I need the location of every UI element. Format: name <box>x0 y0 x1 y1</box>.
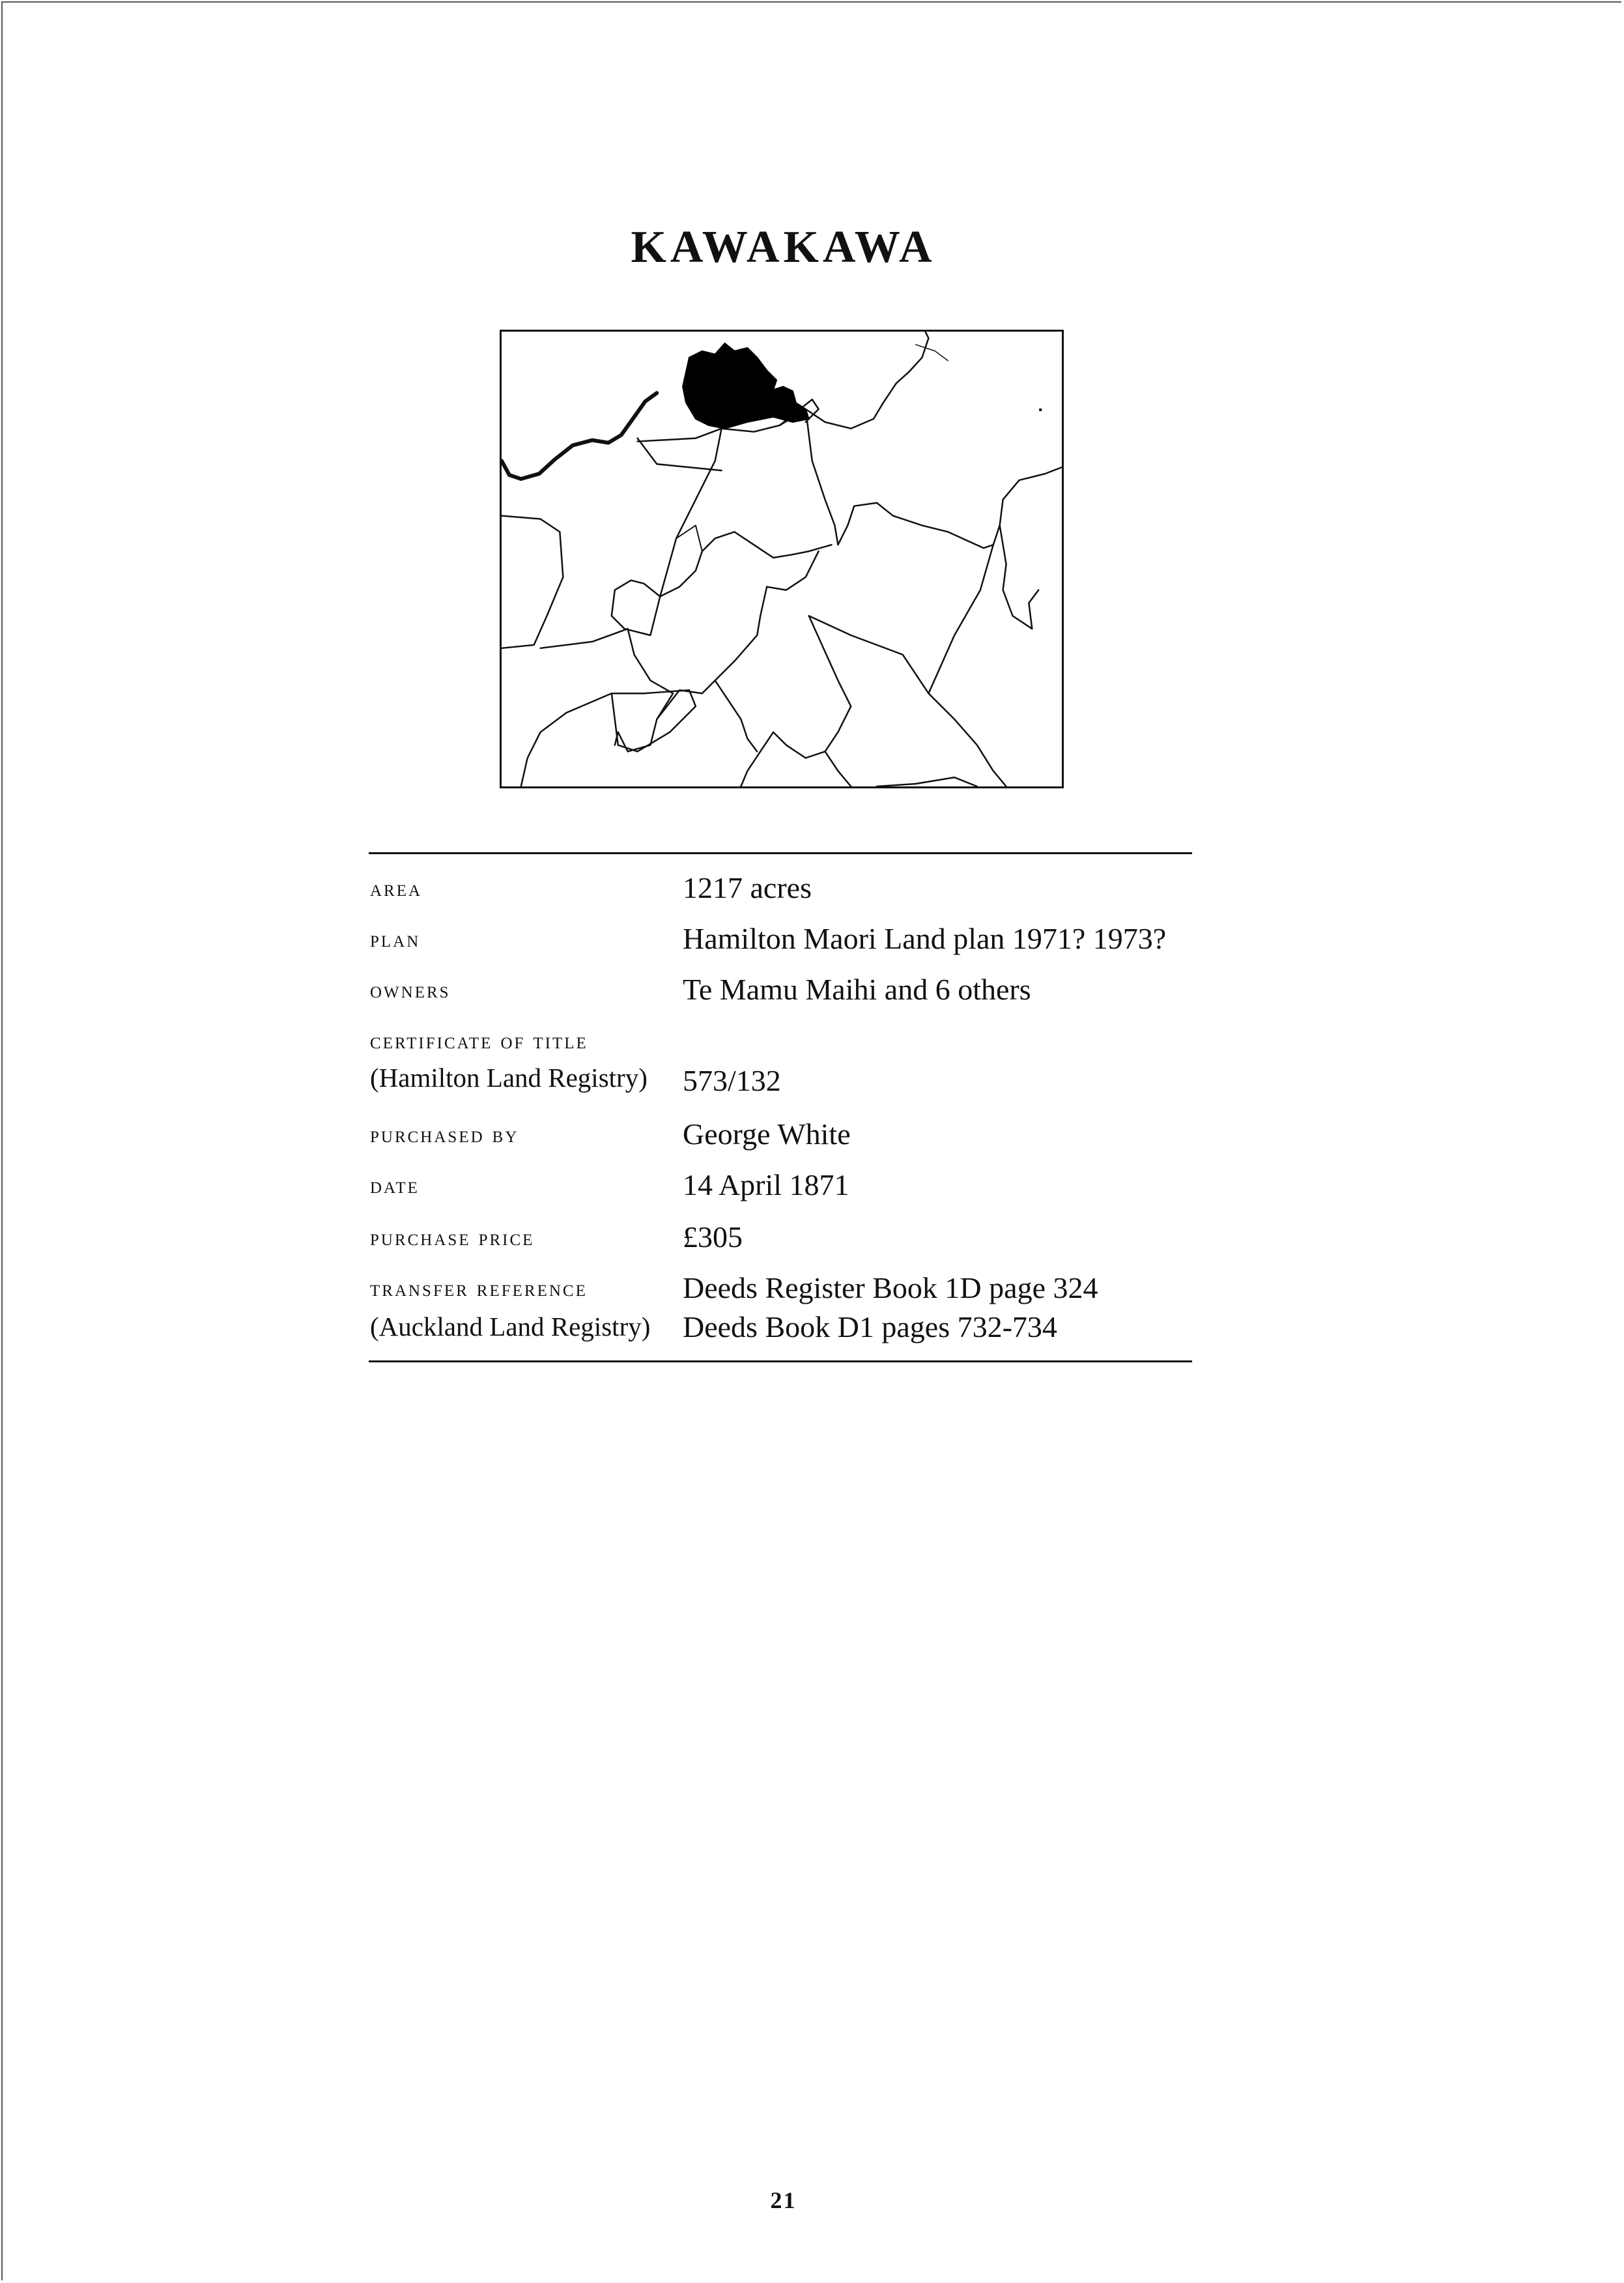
transfer-label: transfer reference <box>370 1275 588 1301</box>
kawakawa-block-highlight <box>683 343 809 429</box>
area-value: 1217 acres <box>683 871 812 904</box>
date-label: date <box>370 1172 420 1198</box>
parcel-7 <box>660 532 831 596</box>
purchased-by-value: George White <box>683 1117 851 1151</box>
certificate-value: 573/132 <box>683 1064 781 1097</box>
map-drawing <box>502 332 1062 786</box>
purchased-by-label: purchased by <box>370 1121 519 1147</box>
parcel-5 <box>541 629 674 719</box>
parcel-12 <box>928 545 993 693</box>
parcel-15 <box>612 690 696 751</box>
parcel-10 <box>809 616 1006 786</box>
parcel-2 <box>638 438 722 471</box>
page-number: 21 <box>770 2187 797 2213</box>
date-value: 14 April 1871 <box>683 1168 849 1201</box>
transfer-value-1: Deeds Register Book 1D page 324 <box>683 1271 1098 1304</box>
parcel-17 <box>825 751 851 786</box>
transfer-sublabel: (Auckland Land Registry) <box>370 1312 651 1342</box>
plan-label: plan <box>370 926 421 952</box>
purchase-price-label: purchase price <box>370 1224 535 1250</box>
river-line <box>502 393 657 479</box>
plan-value: Hamilton Maori Land plan 1971? 1973? <box>683 922 1167 955</box>
area-label: area <box>370 875 423 901</box>
parcel-3 <box>660 429 721 597</box>
purchase-price-value: £305 <box>683 1220 743 1254</box>
parcel-18 <box>877 777 977 786</box>
page-title: KAWAKAWA <box>631 222 936 272</box>
parcel-4 <box>502 516 563 648</box>
parcel-16 <box>715 680 758 751</box>
parcel-11 <box>741 616 851 786</box>
parcel-6 <box>612 581 660 635</box>
parcel-14 <box>521 693 612 786</box>
small-dot <box>1039 409 1042 411</box>
transfer-value-2: Deeds Book D1 pages 732-734 <box>683 1310 1057 1343</box>
coastline-east <box>806 409 1062 548</box>
owners-label: owners <box>370 977 451 1003</box>
certificate-sublabel: (Hamilton Land Registry) <box>370 1063 648 1093</box>
certificate-label: certificate of title <box>370 1027 588 1054</box>
parcel-13 <box>1000 525 1039 629</box>
owners-value: Te Mamu Maihi and 6 others <box>683 973 1031 1006</box>
top-rule <box>369 852 1192 854</box>
coastline-north <box>806 332 929 429</box>
bottom-rule <box>369 1360 1192 1362</box>
location-map <box>500 330 1064 788</box>
